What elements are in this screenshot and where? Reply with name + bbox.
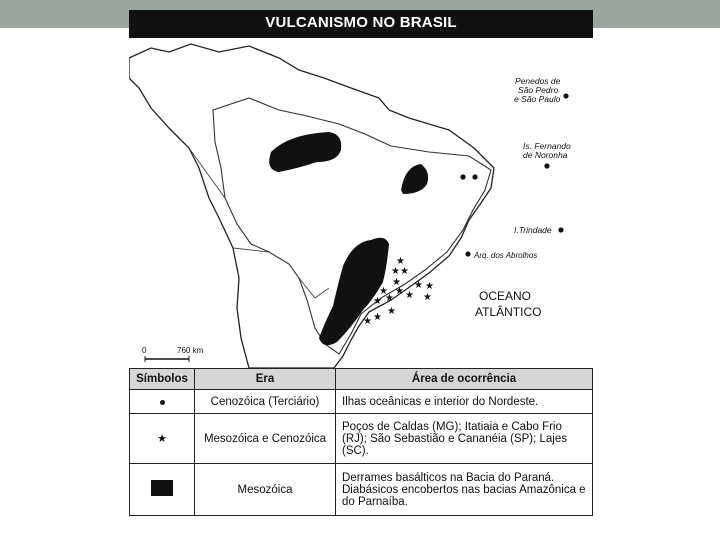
legend-area-cell: Ilhas oceânicas e interior do Nordeste. bbox=[336, 390, 593, 414]
legend-row bbox=[130, 414, 593, 464]
star-marker: ★ bbox=[395, 286, 404, 297]
legend-header-symbols: Símbolos bbox=[130, 369, 195, 390]
filled-area-icon bbox=[151, 480, 173, 496]
legend-area-cell: Poços de Caldas (MG); Itatiaia e Cabo Frio (RJ); São Sebastião e Cananéia (SP); Lajes (SC). bbox=[336, 414, 593, 464]
scale-label-distance: 760 km bbox=[177, 346, 204, 355]
cenozoic-dot bbox=[460, 174, 465, 179]
legend-symbol-cell bbox=[130, 390, 195, 414]
star-marker: ★ bbox=[414, 280, 423, 291]
legend-header-row bbox=[130, 369, 593, 390]
legend-header-area: Área de ocorrência bbox=[336, 369, 593, 390]
cenozoic-dot bbox=[544, 163, 549, 168]
legend-table bbox=[129, 368, 593, 516]
star-marker: ★ bbox=[373, 296, 382, 307]
star-marker: ★ bbox=[391, 266, 400, 277]
cenozoic-dot bbox=[465, 251, 470, 256]
ocean-label: ATLÂNTICO bbox=[475, 305, 542, 319]
legend-area-cell: Derrames basálticos na Bacia do Paraná. Diabásicos encobertos nas bacias Amazônica e do Parnaíba. bbox=[336, 464, 593, 516]
ocean-label: OCEANO bbox=[479, 289, 532, 303]
map-figure bbox=[129, 10, 593, 512]
fernando-noronha-label: Is. Fernando bbox=[523, 141, 571, 151]
star-icon: ★ bbox=[157, 433, 167, 445]
trindade-label: I.Trindade bbox=[514, 225, 552, 235]
cenozoic-dot bbox=[563, 93, 568, 98]
continent-outline bbox=[129, 44, 494, 368]
star-marker: ★ bbox=[387, 306, 396, 317]
star-marker: ★ bbox=[373, 312, 382, 323]
legend-era-cell: Mesozóica bbox=[195, 464, 336, 516]
penedos-label: Penedos de bbox=[515, 76, 561, 86]
star-marker: ★ bbox=[425, 281, 434, 292]
legend-row bbox=[130, 390, 593, 414]
map-title: VULCANISMO NO BRASIL bbox=[265, 14, 457, 31]
cenozoic-dot bbox=[558, 227, 563, 232]
brazil-map bbox=[129, 38, 593, 368]
penedos-label: e São Paulo bbox=[514, 94, 561, 104]
star-marker: ★ bbox=[392, 277, 401, 288]
legend-era-cell: Mesozóica e Cenozóica bbox=[195, 414, 336, 464]
star-marker: ★ bbox=[363, 316, 372, 327]
penedos-label: São Pedro bbox=[518, 85, 559, 95]
star-marker: ★ bbox=[423, 292, 432, 303]
star-marker: ★ bbox=[379, 286, 388, 297]
legend-era-cell: Cenozóica (Terciário) bbox=[195, 390, 336, 414]
legend-symbol-cell bbox=[130, 414, 195, 464]
cenozoic-dot bbox=[472, 174, 477, 179]
scale-label-zero: 0 bbox=[142, 346, 147, 355]
legend-row bbox=[130, 464, 593, 516]
star-marker: ★ bbox=[405, 290, 414, 301]
dot-icon bbox=[160, 400, 165, 405]
legend-header-era: Era bbox=[195, 369, 336, 390]
abrolhos-label: Arq. dos Abrolhos bbox=[474, 251, 538, 260]
star-marker: ★ bbox=[385, 293, 394, 304]
legend-symbol-cell bbox=[130, 464, 195, 516]
star-marker: ★ bbox=[396, 256, 405, 267]
star-marker: ★ bbox=[400, 266, 409, 277]
fernando-noronha-label: de Noronha bbox=[523, 150, 568, 160]
